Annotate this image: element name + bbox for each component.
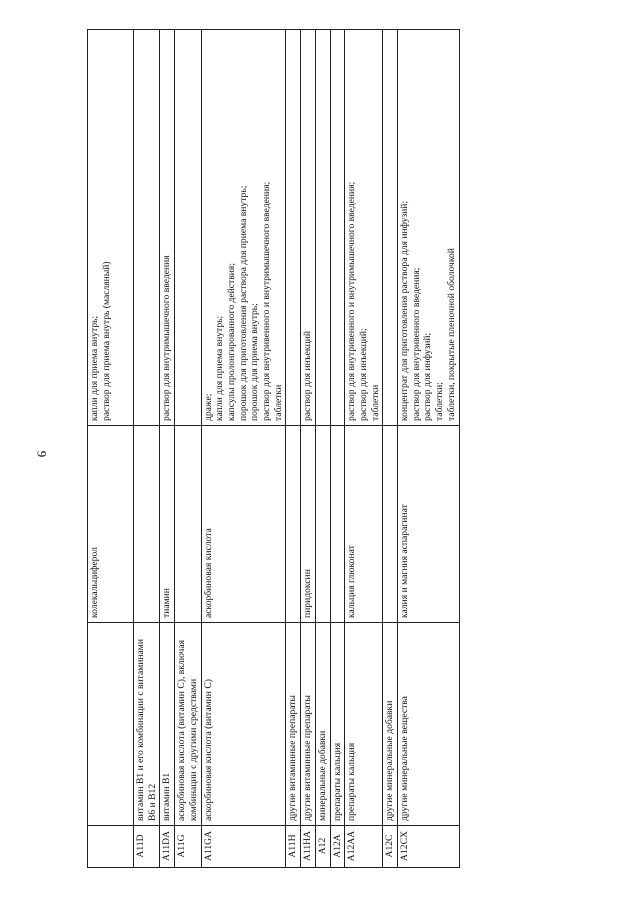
table-row [160,30,175,868]
dosage-form-line: таблетки [272,384,284,421]
document-table-rotated [87,30,547,868]
table-row [315,30,330,868]
group-name-cell: другие витаминные препараты [286,623,301,826]
table-row [134,30,160,868]
atc-code-cell: A11H [286,826,301,868]
atc-code-cell: A12CX [398,826,460,868]
drug-name-cell: тиамин [160,426,175,623]
dosage-form-line: раствор для инъекций [302,331,314,421]
atc-code-cell: A12 [315,826,330,868]
atc-code-cell: A12C [383,826,398,868]
dosage-form-line: концентрат для приготовления раствора для инфузий; [399,200,411,421]
drug-name-cell: пиридоксин [301,426,316,623]
drug-name-cell [383,426,398,623]
drug-table [87,29,460,868]
dosage-form-line: раствор для внутривенного и внутримышечного введения; [261,181,273,421]
group-name-cell: минеральные добавки [315,623,330,826]
table-row [301,30,316,868]
atc-code-cell: A11GA [201,826,286,868]
dosage-form-line: таблетки; [434,382,446,421]
group-name-cell: витамин B1 и его комбинации с витаминами B6 и B12 [134,623,160,826]
dosage-forms-cell [398,30,460,426]
dosage-forms-cell [88,30,134,426]
dosage-form-line: таблетки [369,384,381,421]
dosage-form-line: раствор для инфузий; [422,332,434,421]
group-name-cell: другие витаминные препараты [301,623,316,826]
dosage-form-line: раствор для инъекций; [357,328,369,421]
dosage-forms-cell [345,30,383,426]
dosage-form-line: драже; [202,393,214,421]
atc-code-cell [88,826,134,868]
atc-code-cell: A12AA [345,826,383,868]
drug-name-cell [315,426,330,623]
table-row [201,30,286,868]
group-name-cell: витамин B1 [160,623,175,826]
table-row [345,30,383,868]
dosage-form-line: раствор для внутривенного введения; [410,267,422,421]
atc-code-cell: A12A [330,826,345,868]
atc-code-cell: A11DA [160,826,175,868]
page-number: 9 [34,450,50,458]
dosage-form-line: капли для приема внутрь; [89,315,100,421]
drug-name-cell: колекальциферол [88,426,134,623]
dosage-forms-cell [286,30,301,426]
table-row [88,30,134,868]
group-name-cell: другие минеральные вещества [398,623,460,826]
dosage-forms-cell [301,30,316,426]
drug-name-cell [286,426,301,623]
dosage-forms-cell [315,30,330,426]
dosage-forms-cell [175,30,201,426]
group-name-cell: другие минеральные добавки [383,623,398,826]
drug-name-cell: калия и магния аспарагинат [398,426,460,623]
drug-name-cell [134,426,160,623]
drug-name-cell: кальция глюконат [345,426,383,623]
drug-name-cell: аскорбиновая кислота [201,426,286,623]
table-row [330,30,345,868]
drug-name-cell [175,426,201,623]
dosage-forms-cell [201,30,286,426]
drug-name-cell [330,426,345,623]
atc-code-cell: A11G [175,826,201,868]
group-name-cell: аскорбиновая кислота (витамин С), включая комбинации с другими средствами [175,623,201,826]
group-name-cell: препараты кальция [345,623,383,826]
dosage-form-line: порошок для приема внутрь; [249,303,261,421]
group-name-cell: препараты кальция [330,623,345,826]
group-name-cell [88,623,134,826]
atc-code-cell: A11HA [301,826,316,868]
dosage-forms-cell [160,30,175,426]
dosage-forms-cell [383,30,398,426]
dosage-form-line: капсулы пролонгированного действия; [225,263,237,421]
table-row [286,30,301,868]
table-row [383,30,398,868]
dosage-form-line: раствор для внутримышечного введения [161,255,173,421]
atc-code-cell: A11D [134,826,160,868]
dosage-form-line: раствор для приема внутрь (масляный) [100,261,112,421]
dosage-form-line: капли для приема внутрь; [214,315,226,421]
dosage-forms-cell [134,30,160,426]
table-row [398,30,460,868]
dosage-form-line: порошок для приготовления раствора для приема внутрь; [237,185,249,421]
table-row [175,30,201,868]
dosage-form-line: раствор для внутривенного и внутримышечного введения; [346,181,358,421]
dosage-forms-cell [330,30,345,426]
group-name-cell: аскорбиновая кислота (витамин С) [201,623,286,826]
dosage-form-line: таблетки, покрытые пленочной оболочкой [445,248,457,421]
